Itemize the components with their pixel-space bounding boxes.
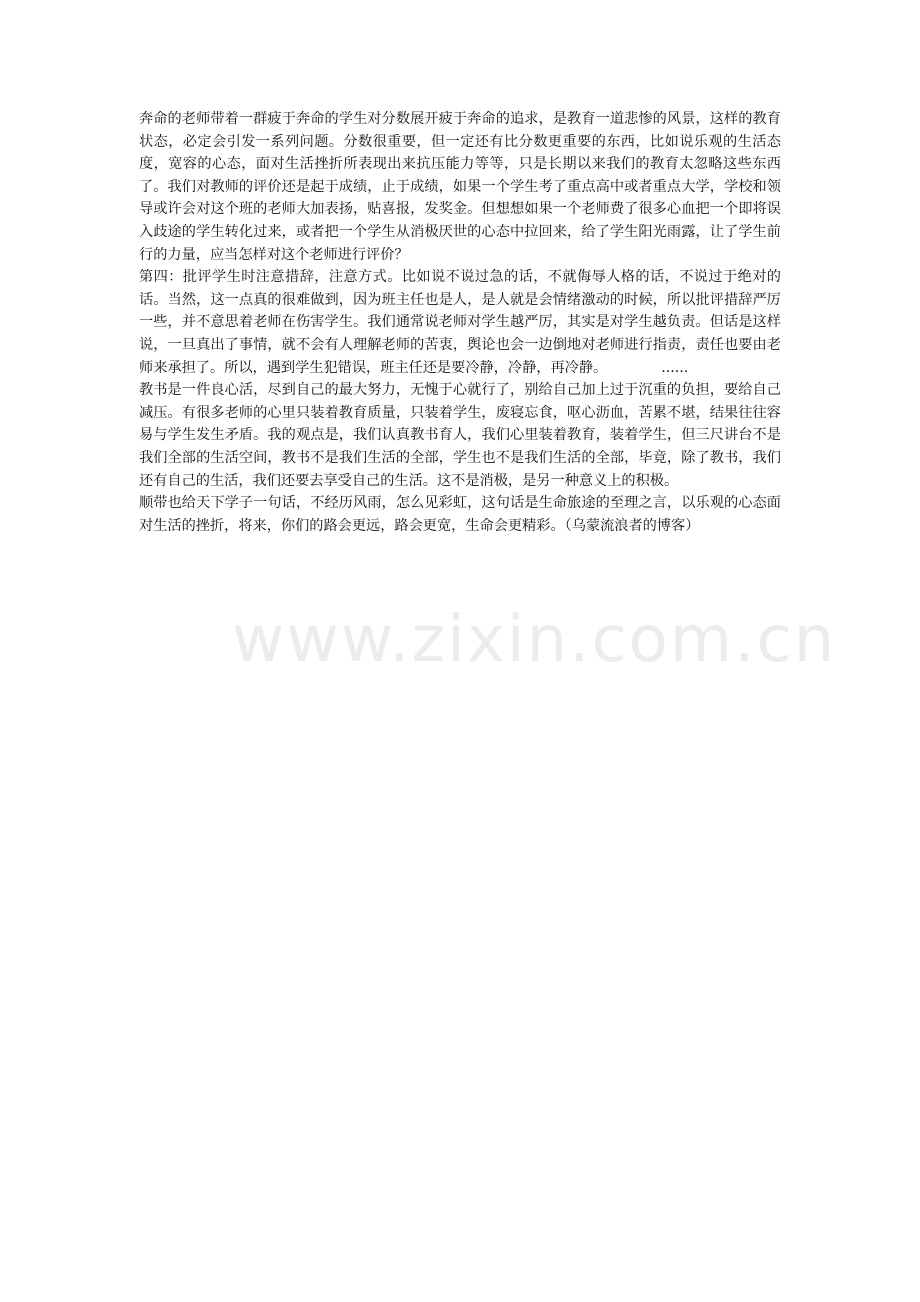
paragraph-4: 顺带也给天下学子一句话，不经历风雨，怎么见彩虹，这句话是生命旅途的至理之言，以乐观的心态面对生活的挫折，将来，你们的路会更远，路会更宽，生命会更精彩。（乌蒙流浪者的博客） xyxy=(139,495,781,534)
ellipsis: ...... xyxy=(661,359,689,376)
watermark: www.zixin.com.cn xyxy=(232,603,837,677)
paragraph-2-text: 第四：批评学生时注意措辞，注意方式。比如说不说过急的话，不就侮辱人格的话，不说过于绝对的话。当然，这一点真的很难做到，因为班主任也是人，是人就是会情绪激动的时候，所以批评措辞严厉一些，并不意思着老师在伤害学生。我们通常说老师对学生越严厉，其实是对学生越负责。但话是这样说，一旦真出了事情，就不会有人理解老师的苦衷，舆论也会一边倒地对老师进行指责，责任也要由老师来承担了。所以，遇到学生犯错误，班主任还是要冷静，冷静，再冷静。 xyxy=(139,269,781,376)
paragraph-1: 奔命的老师带着一群疲于奔命的学生对分数展开疲于奔命的追求，是教育一道悲惨的风景，这样的教育状态，必定会引发一系列问题。分数很重要，但一定还有比分数更重要的东西，比如说乐观的生活态度，宽容的心态，面对生活挫折所表现出来抗压能力等等，只是长期以来我们的教育太忽略这些东西了。我们对教师的评价还是起于成绩，止于成绩，如果一个学生考了重点高中或者重点大学，学校和领导或许会对这个班的老师大加表扬，贴喜报，发奖金。但想想如果一个老师费了很多心血把一个即将误入歧途的学生转化过来，或者把一个学生从消极厌世的心态中拉回来，给了学生阳光雨露，让了学生前行的力量，应当怎样对这个老师进行评价？ xyxy=(139,111,781,263)
article-body xyxy=(139,108,781,537)
paragraph-3: 教书是一件良心活，尽到自己的最大努力，无愧于心就行了，别给自己加上过于沉重的负担，要给自己减压。有很多老师的心里只装着教育质量，只装着学生，废寝忘食，呕心沥血，苦累不堪，结果往往容易与学生发生矛盾。我的观点是，我们认真教书育人，我们心里装着教育，装着学生，但三尺讲台不是我们全部的生活空间，教书不是我们生活的全部，学生也不是我们生活的全部，毕竟，除了教书，我们还有自己的生活，我们还要去享受自己的生活。这不是消极，是另一种意义上的积极。 xyxy=(139,382,781,489)
paragraph-2 xyxy=(139,266,781,379)
